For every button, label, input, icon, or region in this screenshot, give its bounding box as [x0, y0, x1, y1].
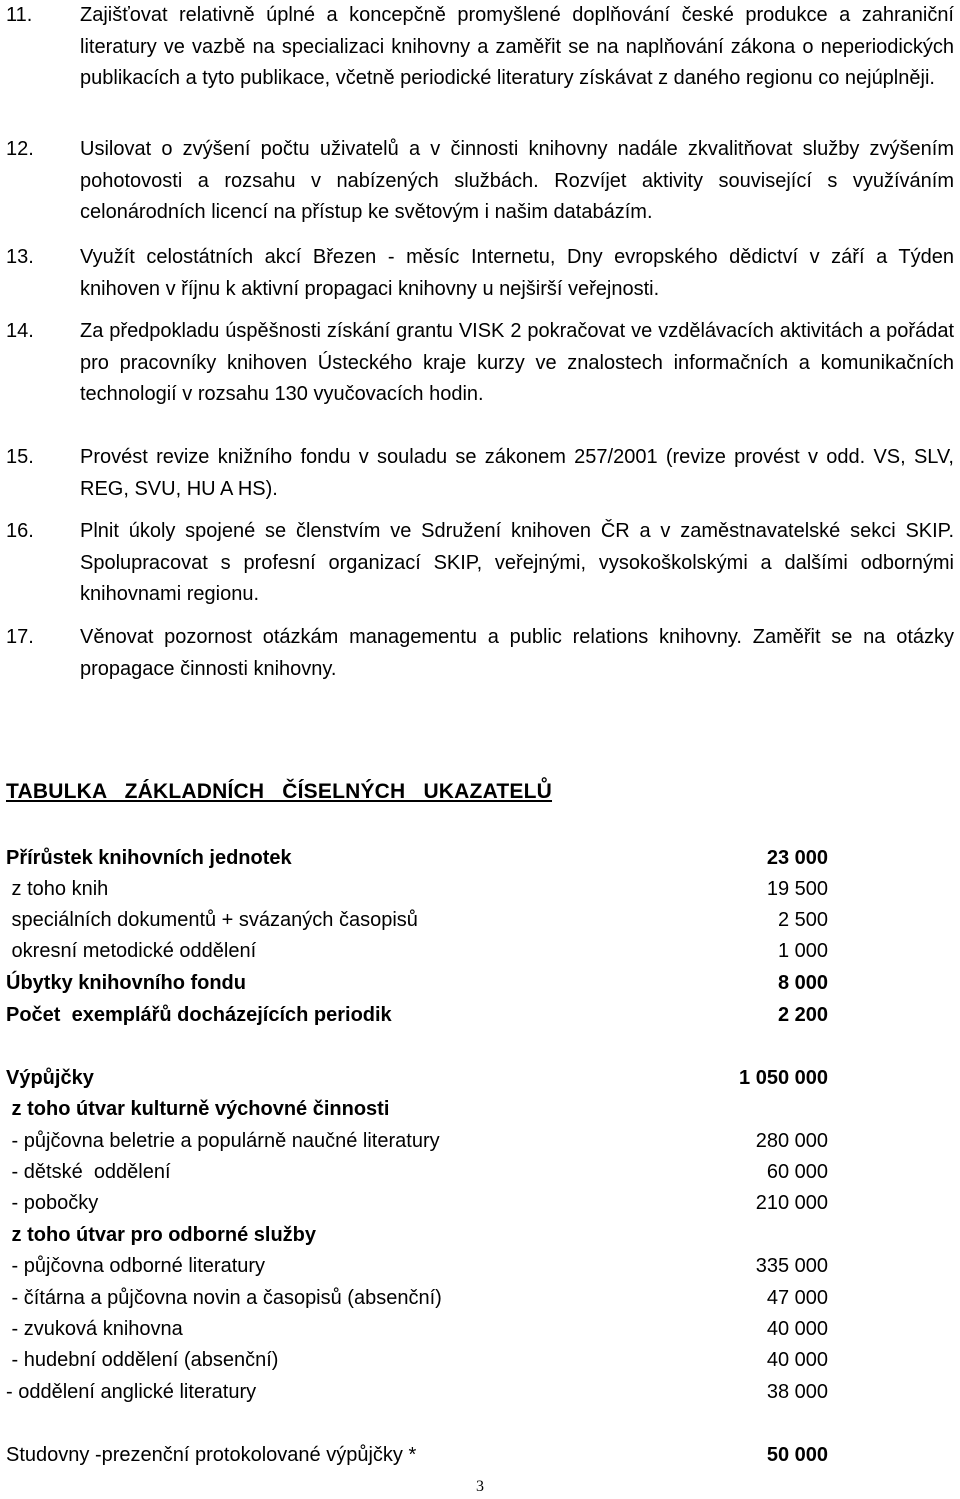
table-row — [6, 1314, 828, 1345]
row-label: Studovny -prezenční protokolované výpůjčky * — [6, 1444, 417, 1466]
row-label: Úbytky knihovního fondu — [6, 972, 246, 994]
table-row — [6, 1377, 828, 1408]
list-item — [6, 622, 954, 685]
row-value: 47 000 — [766, 1287, 828, 1309]
row-label: Přírůstek knihovních jednotek — [6, 847, 292, 869]
list-item — [6, 242, 954, 305]
row-value: 40 000 — [766, 1318, 828, 1340]
item-number: 16. — [6, 520, 34, 542]
row-value: 38 000 — [766, 1381, 828, 1403]
list-item — [6, 316, 954, 411]
table-row — [6, 1345, 828, 1376]
table-row — [6, 874, 828, 905]
item-text: Využít celostátních akcí Březen - měsíc Internetu, Dny evropského dědictví v září a Týden knihoven v říjnu k aktivní propagaci knihovny u nejširší veřejnosti. — [80, 246, 954, 300]
item-number: 11. — [6, 4, 33, 26]
row-label: - půjčovna beletrie a populárně naučné literatury — [6, 1130, 440, 1152]
list-item — [6, 442, 954, 505]
row-value: 1 000 — [777, 940, 828, 962]
table-row — [6, 1283, 828, 1314]
row-value: 8 000 — [777, 972, 828, 994]
item-text: Plnit úkoly spojené se členstvím ve Sdružení knihoven ČR a v zaměstnavatelské sekci SKIP. Spolupracovat s profesní organizací SKIP, veřejnými, vysokoškolskými a dalšími odbornými knihovnami regionu. — [80, 520, 954, 605]
row-value: 1 050 000 — [739, 1067, 828, 1089]
row-label: - čítárna a půjčovna novin a časopisů (absenční) — [6, 1287, 442, 1309]
table-row — [6, 968, 828, 999]
item-text: Zajišťovat relativně úplné a koncepčně promyšlené doplňování české produkce a zahraniční literatury ve vazbě na specializaci knihovny a zaměřit se na naplňování zákona o neperiodických publikacích a tyto publikace, včetně periodické literatury získávat z daného regionu co nejúplněji. — [80, 4, 954, 89]
table-row — [6, 1126, 828, 1157]
table-row — [6, 936, 828, 967]
row-label: - pobočky — [6, 1192, 99, 1214]
row-value: 50 000 — [766, 1444, 828, 1466]
row-label: - půjčovna odborné literatury — [6, 1255, 266, 1277]
item-text: Věnovat pozornost otázkám managementu a public relations knihovny. Zaměřit se na otázky propagace činnosti knihovny. — [80, 626, 954, 680]
row-label: speciálních dokumentů + svázaných časopisů — [6, 909, 418, 931]
table-row — [6, 1220, 828, 1251]
row-value: 335 000 — [755, 1255, 828, 1277]
table-row — [6, 1157, 828, 1188]
table-row — [6, 905, 828, 936]
row-value: 280 000 — [755, 1130, 828, 1152]
row-label: z toho útvar kulturně výchovné činnosti — [6, 1098, 390, 1120]
row-value: 2 500 — [777, 909, 828, 931]
table-row — [6, 843, 828, 874]
row-label: Výpůjčky — [6, 1067, 94, 1089]
table-row — [6, 1063, 828, 1094]
row-label: - zvuková knihovna — [6, 1318, 183, 1340]
item-text: Usilovat o zvýšení počtu uživatelů a v činnosti knihovny nadále zkvalitňovat služby zvýšením pohotovosti a rozsahu v nabízených službách. Rozvíjet aktivity související s využíváním celonárodních licencí na přístup ke světovým i našim databázím. — [80, 138, 954, 223]
table-row — [6, 1188, 828, 1219]
page-number: 3 — [476, 1478, 484, 1495]
table-row — [6, 1251, 828, 1282]
row-label: z toho knih — [6, 878, 109, 900]
row-label: - hudební oddělení (absenční) — [6, 1349, 279, 1371]
item-number: 12. — [6, 138, 34, 160]
row-label: - oddělení anglické literatury — [6, 1381, 257, 1403]
list-item — [6, 516, 954, 611]
list-item — [6, 134, 954, 229]
item-text: Provést revize knižního fondu v souladu se zákonem 257/2001 (revize provést v odd. VS, SLV, REG, SVU, HU A HS). — [80, 446, 954, 500]
item-number: 17. — [6, 626, 34, 648]
table-row — [6, 1094, 828, 1125]
item-number: 13. — [6, 246, 34, 268]
row-label: z toho útvar pro odborné služby — [6, 1224, 316, 1246]
row-label: okresní metodické oddělení — [6, 940, 257, 962]
row-value: 210 000 — [755, 1192, 828, 1214]
table-row — [6, 1000, 828, 1031]
row-value: 23 000 — [766, 847, 828, 869]
item-text: Za předpokladu úspěšnosti získání grantu VISK 2 pokračovat ve vzdělávacích aktivitách a pořádat pro pracovníky knihoven Ústeckého kraje kurzy ve znalostech informačních a komunikačních technologií v rozsahu 130 vyučovacích hodin. — [80, 320, 954, 405]
table-row — [6, 1440, 828, 1471]
row-label: Počet exemplářů docházejících periodik — [6, 1004, 392, 1026]
row-value: 2 200 — [777, 1004, 828, 1026]
list-item — [6, 0, 954, 95]
table-heading: TABULKA ZÁKLADNÍCH ČÍSELNÝCH UKAZATELŮ — [6, 780, 553, 803]
row-value: 40 000 — [766, 1349, 828, 1371]
item-number: 14. — [6, 320, 34, 342]
item-number: 15. — [6, 446, 34, 468]
row-label: - dětské oddělení — [6, 1161, 171, 1183]
row-value: 60 000 — [766, 1161, 828, 1183]
row-value: 19 500 — [766, 878, 828, 900]
